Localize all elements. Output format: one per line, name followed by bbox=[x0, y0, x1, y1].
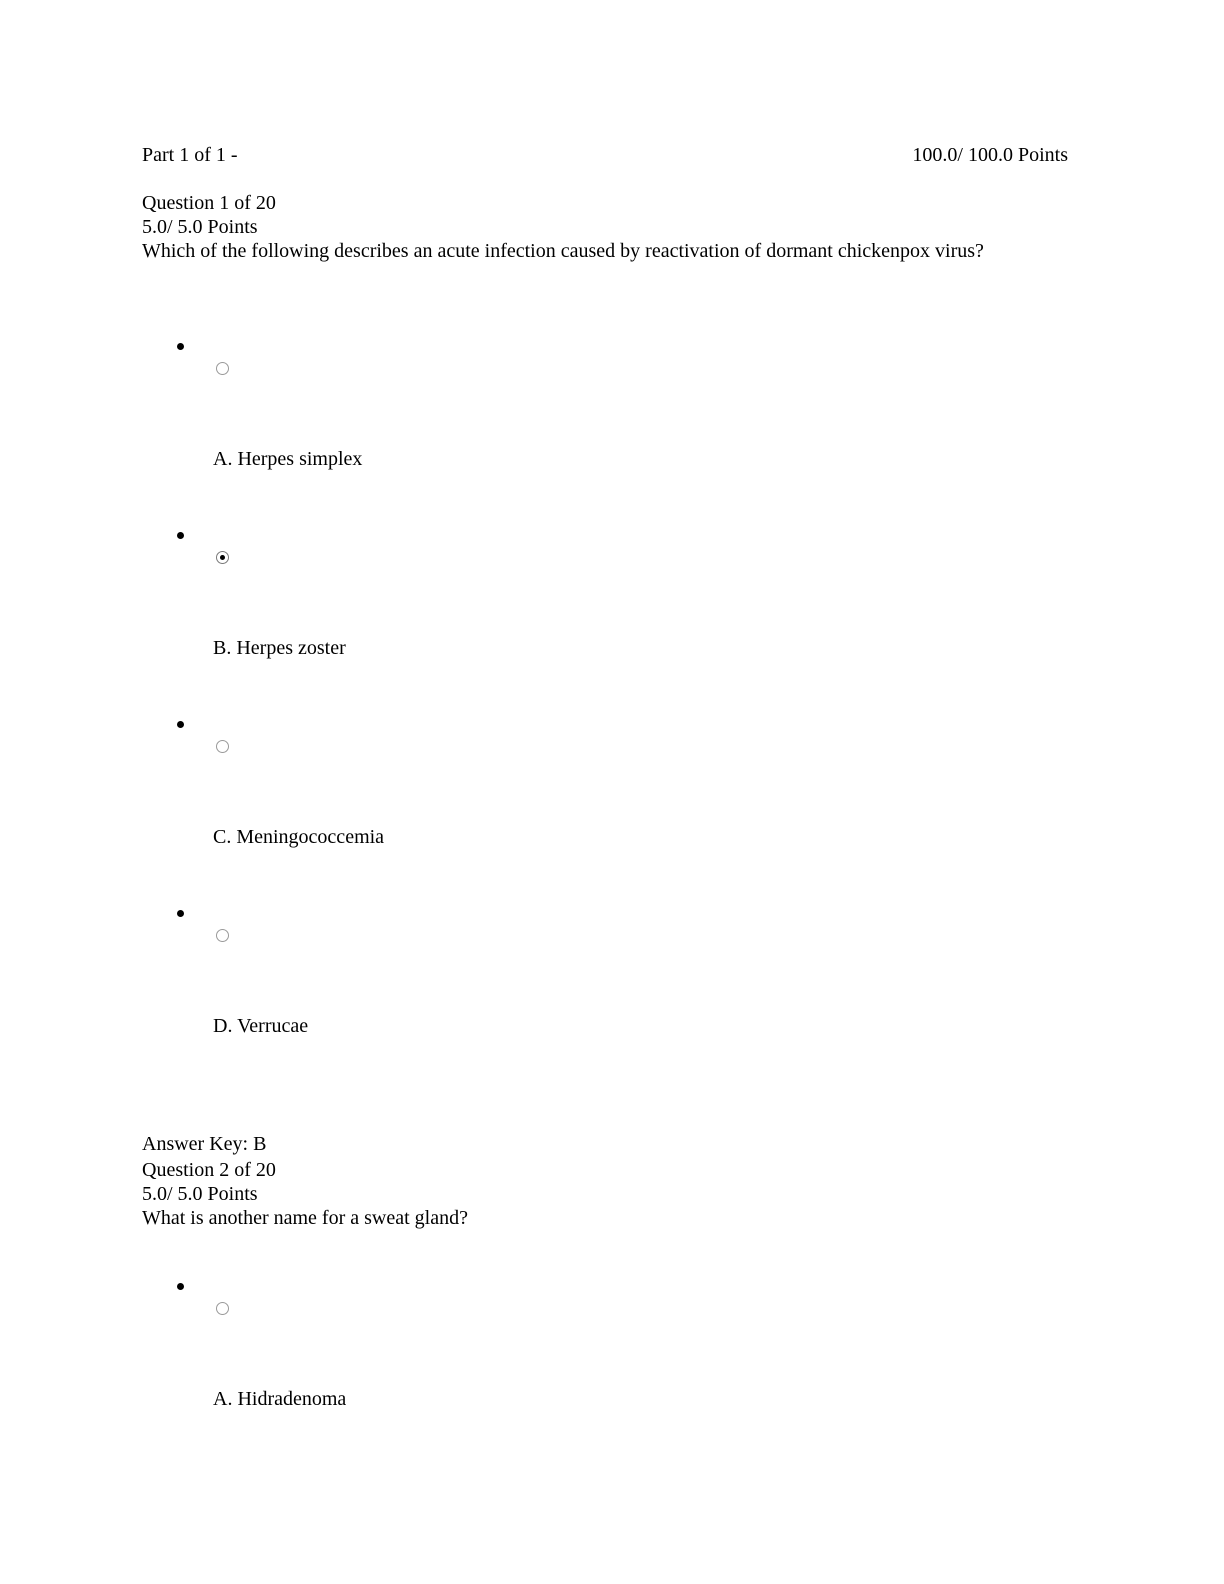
radio-button[interactable] bbox=[216, 362, 229, 375]
bullet-icon bbox=[177, 1283, 184, 1290]
question-number: Question 1 of 20 bbox=[142, 192, 276, 214]
total-points: 100.0/ 100.0 Points bbox=[912, 144, 1068, 166]
radio-button[interactable] bbox=[216, 1302, 229, 1315]
option-label: D. Verrucae bbox=[213, 1015, 309, 1037]
radio-button[interactable] bbox=[216, 740, 229, 753]
part-label: Part 1 of 1 - bbox=[142, 144, 238, 166]
question-text: What is another name for a sweat gland? bbox=[142, 1207, 468, 1229]
answer-key: Answer Key: B bbox=[142, 1133, 267, 1155]
question-text: Which of the following describes an acute infection caused by reactivation of dormant chickenpox virus? bbox=[142, 240, 984, 262]
option-label: A. Herpes simplex bbox=[213, 448, 363, 470]
radio-button[interactable] bbox=[216, 929, 229, 942]
bullet-icon bbox=[177, 721, 184, 728]
question-points: 5.0/ 5.0 Points bbox=[142, 1183, 258, 1205]
question-number: Question 2 of 20 bbox=[142, 1159, 276, 1181]
bullet-icon bbox=[177, 532, 184, 539]
bullet-icon bbox=[177, 910, 184, 917]
question-points: 5.0/ 5.0 Points bbox=[142, 216, 258, 238]
option-label: A. Hidradenoma bbox=[213, 1388, 347, 1410]
option-label: B. Herpes zoster bbox=[213, 637, 346, 659]
option-label: C. Meningococcemia bbox=[213, 826, 385, 848]
bullet-icon bbox=[177, 343, 184, 350]
radio-button-selected[interactable] bbox=[216, 551, 229, 564]
